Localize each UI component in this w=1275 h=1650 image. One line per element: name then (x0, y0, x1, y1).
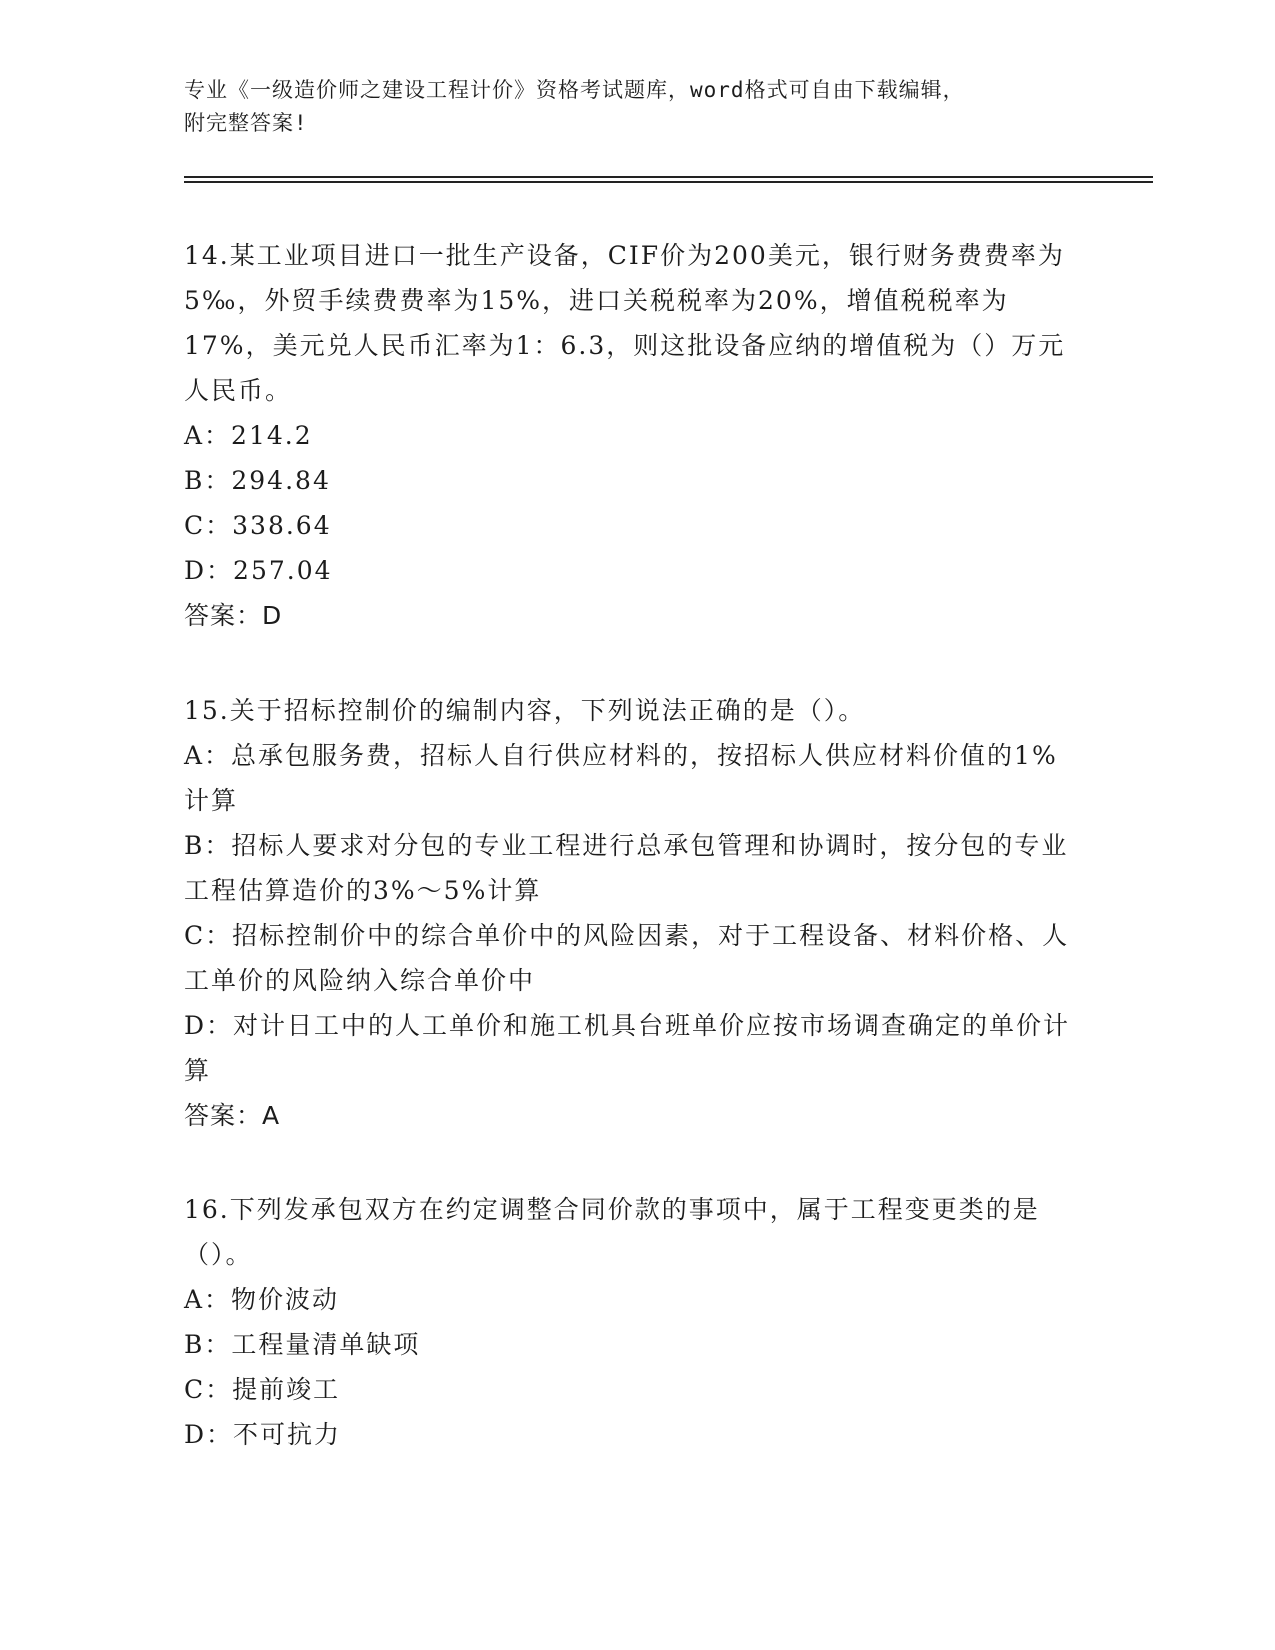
option-c: C：338.64 (184, 511, 332, 540)
document-header (184, 74, 1064, 140)
option-c: C：提前竣工 (184, 1375, 341, 1404)
option-c: C：招标控制价中的综合单价中的风险因素，对于工程设备、材料价格、人工单价的风险纳入综合单价中 (184, 921, 1070, 995)
question-stem: 15.关于招标控制价的编制内容，下列说法正确的是（）。 (184, 696, 866, 725)
question-14 (184, 233, 1074, 638)
question-15 (184, 688, 1074, 1138)
answer: 答案：D (184, 601, 283, 630)
option-a: A：214.2 (184, 421, 313, 450)
header-divider-bottom (184, 181, 1153, 183)
option-a: A：物价波动 (184, 1285, 340, 1314)
option-a: A：总承包服务费，招标人自行供应材料的，按招标人供应材料价值的1%计算 (184, 741, 1058, 815)
question-stem: 16.下列发承包双方在约定调整合同价款的事项中，属于工程变更类的是（）。 (184, 1195, 1040, 1269)
question-16 (184, 1187, 1074, 1457)
question-stem: 14.某工业项目进口一批生产设备，CIF价为200美元，银行财务费费率为5‰，外贸手续费费率为15%，进口关税税率为20%，增值税税率为17%，美元兑人民币汇率为1：6.3，则这批设备应纳的增值税为（）万元人民币。 (184, 241, 1066, 405)
header-line-1: 专业《一级造价师之建设工程计价》资格考试题库，word格式可自由下载编辑， (184, 78, 965, 102)
header-divider-top (184, 176, 1153, 178)
option-d: D：对计日工中的人工单价和施工机具台班单价应按市场调查确定的单价计算 (184, 1011, 1071, 1085)
answer: 答案：A (184, 1101, 281, 1130)
header-line-2: 附完整答案! (184, 111, 308, 135)
option-d: D：不可抗力 (184, 1420, 342, 1449)
option-d: D：257.04 (184, 556, 333, 585)
option-b: B：工程量清单缺项 (184, 1330, 421, 1359)
option-b: B：招标人要求对分包的专业工程进行总承包管理和协调时，按分包的专业工程估算造价的3%～5%计算 (184, 831, 1069, 905)
option-b: B：294.84 (184, 466, 331, 495)
